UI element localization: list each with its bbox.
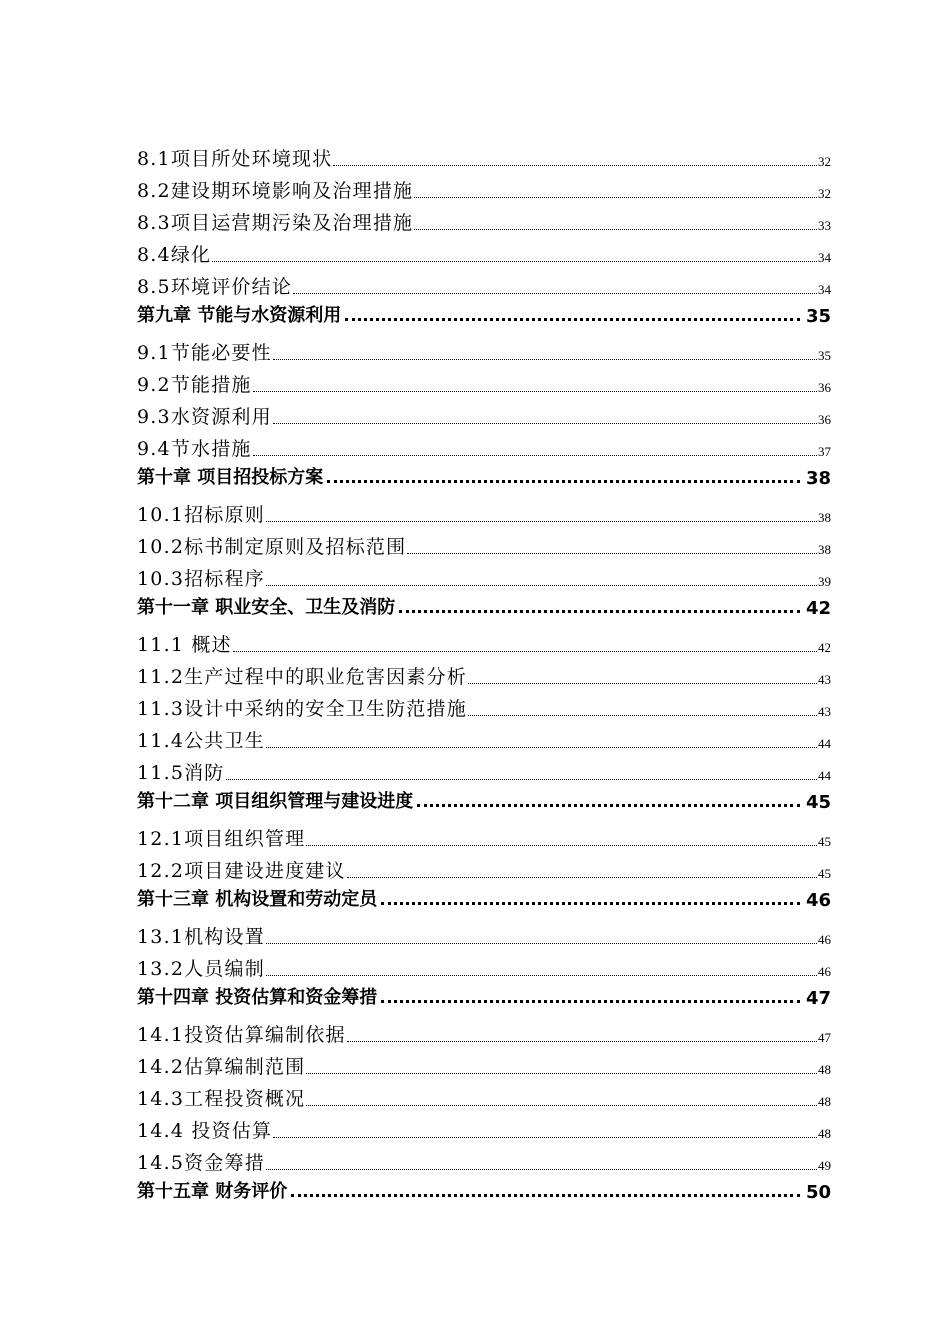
toc-page-number: 35 — [805, 306, 831, 327]
toc-dot-leader — [266, 1169, 817, 1170]
toc-dot-leader — [333, 165, 817, 166]
toc-section-entry[interactable] — [137, 429, 831, 461]
toc-dot-leader — [306, 845, 817, 846]
toc-page-number: 50 — [805, 1182, 831, 1203]
toc-page-number: 43 — [818, 704, 831, 719]
toc-entry-title: 第十四章 投资估算和资金筹措 — [137, 987, 378, 1008]
toc-dot-leader — [291, 1194, 800, 1197]
toc-page-number: 45 — [818, 866, 831, 881]
toc-page-number: 47 — [805, 988, 831, 1009]
toc-entry-title: 12.1项目组织管理 — [137, 828, 306, 850]
toc-entry-title: 第九章 节能与水资源利用 — [137, 305, 342, 326]
toc-section-entry[interactable] — [137, 721, 831, 753]
toc-dot-leader — [266, 975, 817, 976]
toc-dot-leader — [306, 1073, 817, 1074]
toc-page-number: 37 — [818, 444, 831, 459]
toc-entry-title: 第十二章 项目组织管理与建设进度 — [137, 791, 414, 812]
toc-dot-leader — [212, 261, 817, 262]
toc-entry-title: 10.1招标原则 — [137, 504, 265, 526]
toc-dot-leader — [273, 423, 817, 424]
toc-entry-title: 8.5环境评价结论 — [137, 276, 293, 298]
toc-entry-title: 10.2标书制定原则及招标范围 — [137, 536, 407, 558]
toc-entry-title: 第十三章 机构设置和劳动定员 — [137, 889, 378, 910]
toc-dot-leader — [347, 877, 817, 878]
table-of-contents — [137, 139, 831, 1209]
toc-dot-leader — [347, 1041, 817, 1042]
toc-page-number: 36 — [818, 412, 831, 427]
toc-section-entry[interactable] — [137, 397, 831, 429]
toc-entry-title: 8.3项目运营期污染及治理措施 — [137, 212, 414, 234]
toc-dot-leader — [399, 610, 800, 613]
toc-page-number: 32 — [818, 154, 831, 169]
toc-entry-title: 14.3工程投资概况 — [137, 1088, 306, 1110]
toc-dot-leader — [381, 902, 800, 905]
toc-page-number: 33 — [818, 218, 831, 233]
toc-page-number: 44 — [818, 768, 831, 783]
toc-entry-title: 14.1投资估算编制依据 — [137, 1024, 346, 1046]
toc-section-entry[interactable] — [137, 753, 831, 785]
toc-dot-leader — [266, 943, 817, 944]
toc-section-entry[interactable] — [137, 819, 831, 851]
toc-dot-leader — [414, 229, 817, 230]
toc-entry-title: 12.2项目建设进度建议 — [137, 860, 346, 882]
toc-page-number: 46 — [818, 932, 831, 947]
toc-section-entry[interactable] — [137, 1111, 831, 1143]
toc-section-entry[interactable] — [137, 495, 831, 527]
toc-section-entry[interactable] — [137, 267, 831, 299]
toc-dot-leader — [468, 715, 817, 716]
toc-section-entry[interactable] — [137, 203, 831, 235]
toc-chapter-entry[interactable] — [137, 785, 831, 813]
toc-section-entry[interactable] — [137, 527, 831, 559]
toc-page-number: 36 — [818, 380, 831, 395]
toc-section-entry[interactable] — [137, 139, 831, 171]
toc-entry-title: 9.1节能必要性 — [137, 342, 272, 364]
toc-page-number: 45 — [805, 792, 831, 813]
toc-page-number: 47 — [818, 1030, 831, 1045]
toc-section-entry[interactable] — [137, 949, 831, 981]
toc-page-number: 48 — [818, 1062, 831, 1077]
toc-page-number: 34 — [818, 250, 831, 265]
toc-page-number: 43 — [818, 672, 831, 687]
toc-dot-leader — [226, 779, 817, 780]
toc-dot-leader — [414, 197, 817, 198]
toc-dot-leader — [253, 391, 817, 392]
toc-entry-title: 8.1项目所处环境现状 — [137, 148, 333, 170]
toc-section-entry[interactable] — [137, 333, 831, 365]
toc-section-entry[interactable] — [137, 1047, 831, 1079]
toc-dot-leader — [381, 1000, 800, 1003]
toc-chapter-entry[interactable] — [137, 591, 831, 619]
toc-page-number: 48 — [818, 1126, 831, 1141]
toc-entry-title: 第十五章 财务评价 — [137, 1181, 288, 1202]
toc-page-number: 48 — [818, 1094, 831, 1109]
toc-section-entry[interactable] — [137, 1015, 831, 1047]
toc-entry-title: 9.3水资源利用 — [137, 406, 272, 428]
toc-dot-leader — [327, 480, 800, 483]
toc-page-number: 38 — [805, 468, 831, 489]
toc-page-number: 45 — [818, 834, 831, 849]
toc-section-entry[interactable] — [137, 625, 831, 657]
toc-page-number: 39 — [818, 574, 831, 589]
toc-entry-title: 11.4公共卫生 — [137, 730, 265, 752]
toc-page-number: 49 — [818, 1158, 831, 1173]
toc-chapter-entry[interactable] — [137, 1175, 831, 1203]
toc-section-entry[interactable] — [137, 1079, 831, 1111]
toc-entry-title: 13.1机构设置 — [137, 926, 265, 948]
toc-entry-title: 第十一章 职业安全、卫生及消防 — [137, 597, 396, 618]
toc-entry-title: 11.5消防 — [137, 762, 225, 784]
toc-section-entry[interactable] — [137, 559, 831, 591]
toc-page-number: 44 — [818, 736, 831, 751]
toc-section-entry[interactable] — [137, 689, 831, 721]
toc-entry-title: 8.4绿化 — [137, 244, 212, 266]
toc-dot-leader — [417, 804, 800, 807]
toc-page-number: 46 — [818, 964, 831, 979]
toc-section-entry[interactable] — [137, 917, 831, 949]
toc-entry-title: 14.2估算编制范围 — [137, 1056, 306, 1078]
toc-section-entry[interactable] — [137, 235, 831, 267]
toc-section-entry[interactable] — [137, 657, 831, 689]
toc-dot-leader — [273, 1137, 817, 1138]
toc-section-entry[interactable] — [137, 851, 831, 883]
toc-entry-title: 第十章 项目招投标方案 — [137, 467, 324, 488]
toc-dot-leader — [306, 1105, 817, 1106]
toc-entry-title: 9.4节水措施 — [137, 438, 252, 460]
toc-dot-leader — [266, 585, 817, 586]
toc-entry-title: 9.2节能措施 — [137, 374, 252, 396]
toc-page-number: 42 — [818, 640, 831, 655]
toc-page-number: 38 — [818, 542, 831, 557]
toc-page-number: 35 — [818, 348, 831, 363]
toc-dot-leader — [293, 293, 817, 294]
toc-dot-leader — [233, 651, 817, 652]
toc-section-entry[interactable] — [137, 1143, 831, 1175]
toc-chapter-entry[interactable] — [137, 883, 831, 911]
toc-section-entry[interactable] — [137, 171, 831, 203]
toc-dot-leader — [266, 521, 817, 522]
toc-page-number: 38 — [818, 510, 831, 525]
toc-dot-leader — [266, 747, 817, 748]
toc-section-entry[interactable] — [137, 365, 831, 397]
toc-page-number: 46 — [805, 890, 831, 911]
toc-entry-title: 13.2人员编制 — [137, 958, 265, 980]
toc-page-number: 34 — [818, 282, 831, 297]
toc-entry-title: 11.2生产过程中的职业危害因素分析 — [137, 666, 467, 688]
toc-dot-leader — [407, 553, 817, 554]
toc-dot-leader — [253, 455, 817, 456]
toc-entry-title: 10.3招标程序 — [137, 568, 265, 590]
toc-entry-title: 11.3设计中采纳的安全卫生防范措施 — [137, 698, 467, 720]
toc-page-number: 32 — [818, 186, 831, 201]
toc-dot-leader — [345, 318, 800, 321]
toc-entry-title: 14.5资金筹措 — [137, 1152, 265, 1174]
toc-chapter-entry[interactable] — [137, 981, 831, 1009]
toc-dot-leader — [468, 683, 817, 684]
toc-page-number: 42 — [805, 598, 831, 619]
toc-entry-title: 11.1 概述 — [137, 634, 232, 656]
toc-entry-title: 8.2建设期环境影响及治理措施 — [137, 180, 414, 202]
toc-chapter-entry[interactable] — [137, 299, 831, 327]
toc-chapter-entry[interactable] — [137, 461, 831, 489]
toc-entry-title: 14.4 投资估算 — [137, 1120, 273, 1142]
toc-dot-leader — [273, 359, 817, 360]
